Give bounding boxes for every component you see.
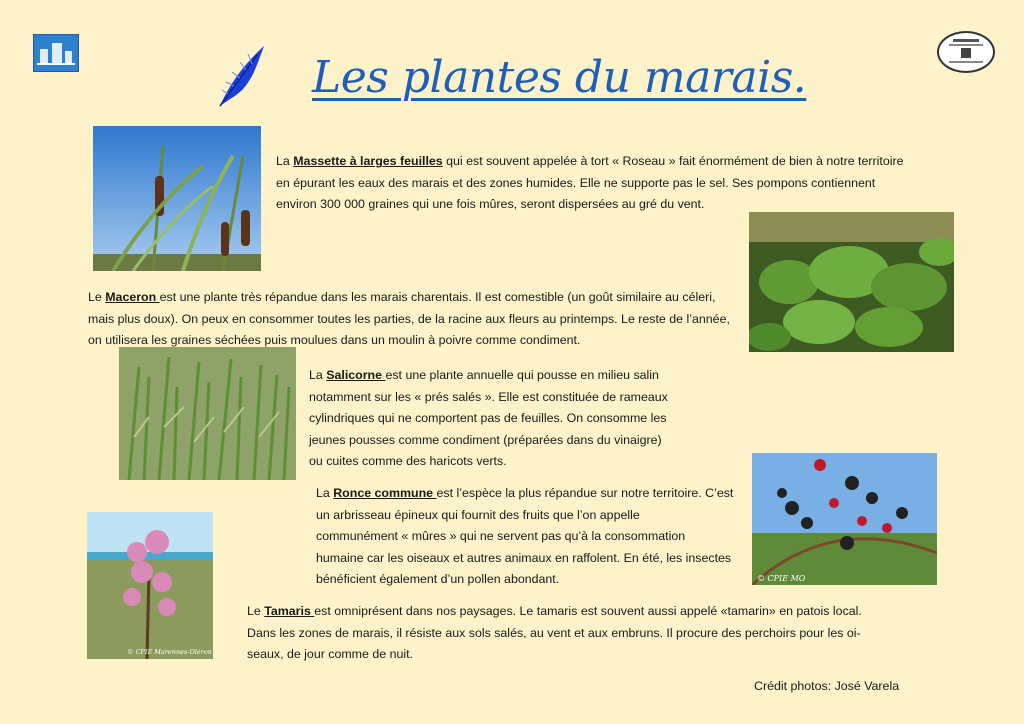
ronce-text: La Ronce commune est l’espèce la plus répandue sur notre territoire. C’est un arbrisseau épineux qui fournit des fruits que l’on appelle communément « mûres » qui ne servent pas qu’à la consommation humaine car les oiseaux et autres animaux en raffolent. En été, les insectes bénéficient également d’un pollen abondant. [316, 486, 734, 586]
maceron-text: Le Maceron est une plante très répandue dans les marais charentais. Il est comestible (un goût similaire au céleri, mais plus doux). On peux en consommer toutes les parties, de la racine aux fleurs au printemps. Le reste de l’année, on utilisera les graines séchées puis moulues dans un moulin à poivre comme condiment. [88, 290, 730, 347]
blue-feather-icon [214, 42, 270, 110]
ronce-name: Ronce commune [333, 486, 437, 500]
massette-name: Massette à larges feuilles [293, 154, 443, 168]
maceron-name: Maceron [105, 290, 160, 304]
photo-credit-footer: Crédit photos: José Varela [754, 679, 900, 693]
tamaris-photo [87, 512, 213, 659]
association-logo-icon [937, 31, 995, 73]
salicorne-text: La Salicorne est une plante annuelle qui pousse en milieu salin notamment sur les « prés salés ». Elle est constituée de rameaux cylindriques qui ne comportent pas de feuilles. On consomme les jeunes pousses comme condiment (préparées dans du vinaigre) ou cuites comme des haricots verts. [309, 368, 668, 468]
page-title: Les plantes du marais. [312, 52, 807, 103]
tamaris-photo-credit: © CPIE Marennes-Oléron [127, 648, 212, 656]
ronce-photo [752, 453, 937, 585]
salicorne-name: Salicorne [326, 368, 386, 382]
ronce-photo-credit: © CPIE MO [757, 574, 806, 583]
massette-photo [93, 126, 261, 271]
bourcefranc-logo-icon [33, 34, 79, 72]
tamaris-text: Le Tamaris est omniprésent dans nos paysages. Le tamaris est souvent aussi appelé «tamarin» en patois local. Dans les zones de marais, il résiste aux sols salés, au vent et aux embruns. Il procure des perchoirs pour les oi- seaux, de jour comme de nuit. [247, 604, 862, 661]
massette-text: La Massette à larges feuilles qui est souvent appelée à tort « Roseau » fait énormément de bien à notre territoire en épurant les eaux des marais et des zones humides. Elle ne supporte pas le sel. Ses pompons contiennent environ 300 000 graines qui une fois mûres, seront dispersées au gré du vent. [276, 154, 904, 211]
salicorne-photo [119, 347, 296, 480]
maceron-photo [749, 212, 954, 352]
tamaris-name: Tamaris [264, 604, 315, 618]
